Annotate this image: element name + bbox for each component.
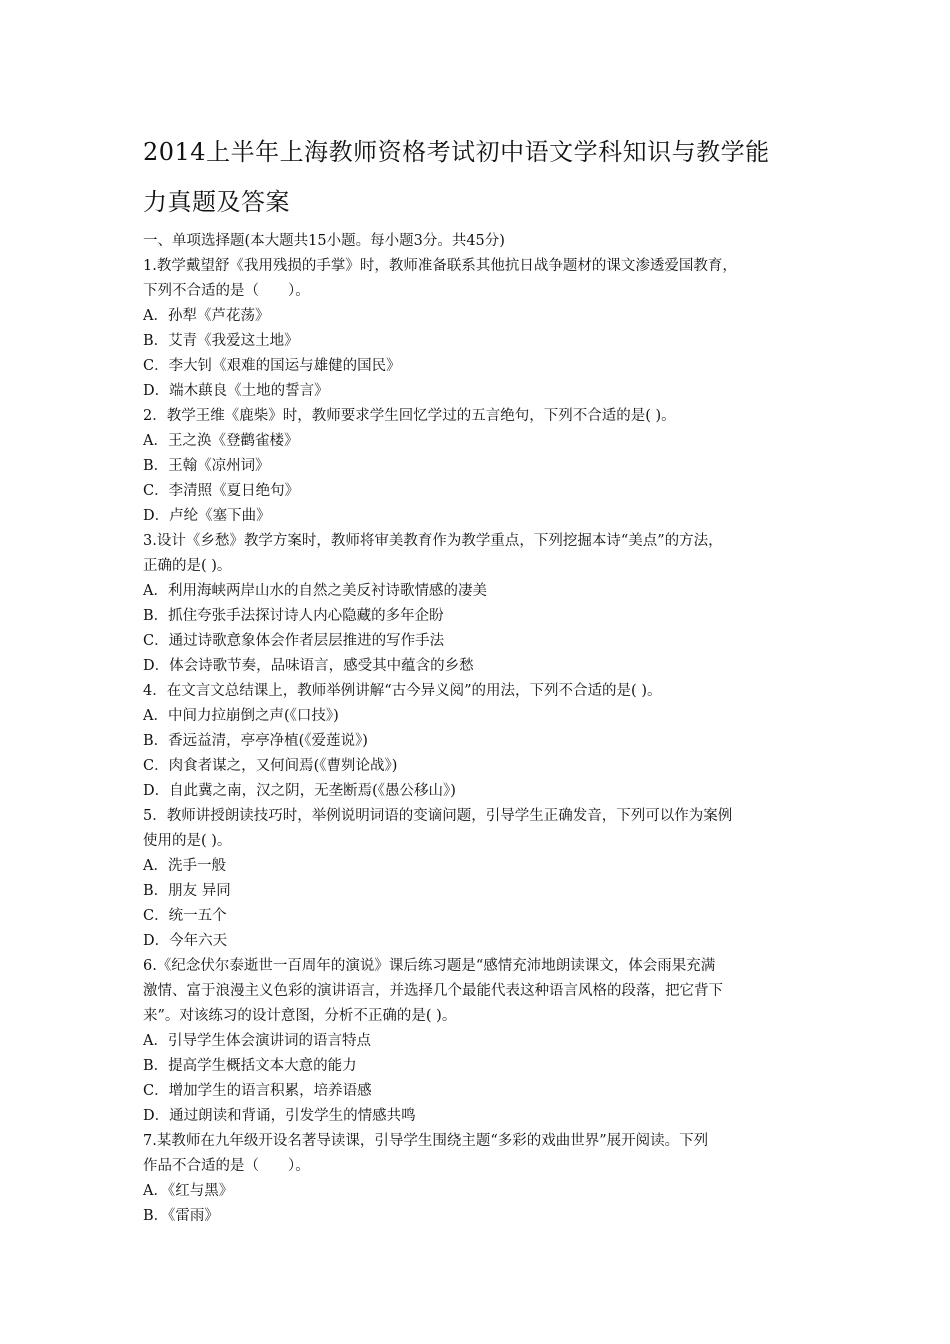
question-7 bbox=[143, 1129, 815, 1229]
option-d: D．今年六天 bbox=[143, 933, 228, 949]
option-c: C．李大钊《艰难的国运与雄健的国民》 bbox=[143, 358, 401, 374]
question-stem-line: 使用的是( )。 bbox=[143, 833, 232, 849]
option-b: B．《雷雨》 bbox=[143, 1208, 219, 1224]
option-d: D．通过朗读和背诵，引发学生的情感共鸣 bbox=[143, 1108, 416, 1124]
question-2 bbox=[143, 404, 815, 529]
document-title-line-2: 力真题及答案 bbox=[143, 188, 290, 216]
question-stem-line: 作品不合适的是（ ）。 bbox=[143, 1158, 310, 1174]
question-5 bbox=[143, 804, 815, 954]
question-stem-line: 2．教学王维《鹿柴》时，教师要求学生回忆学过的五言绝句，下列不合适的是( )。 bbox=[143, 408, 676, 424]
option-c: C．肉食者谋之，又何间焉(《曹刿论战》) bbox=[143, 758, 398, 774]
option-d: D．卢纶《塞下曲》 bbox=[143, 508, 271, 524]
option-c: C．统一五个 bbox=[143, 908, 227, 924]
question-4 bbox=[143, 679, 815, 804]
document-body bbox=[143, 229, 815, 1229]
question-1 bbox=[143, 254, 815, 404]
option-c: C．增加学生的语言积累，培养语感 bbox=[143, 1083, 372, 1099]
question-3 bbox=[143, 529, 815, 679]
option-d: D．自此冀之南，汉之阴，无垄断焉(《愚公移山》) bbox=[143, 783, 456, 799]
option-a: A．王之涣《登鹳雀楼》 bbox=[143, 433, 299, 449]
option-b: B．王翰《凉州词》 bbox=[143, 458, 270, 474]
question-stem-line: 正确的是( )。 bbox=[143, 558, 232, 574]
question-stem-line: 6.《纪念伏尔泰逝世一百周年的演说》课后练习题是“感情充沛地朗读课文，体会雨果充满 bbox=[143, 958, 716, 974]
option-a: A．洗手一般 bbox=[143, 858, 226, 874]
question-stem-line: 4．在文言文总结课上，教师举例讲解“古今异义阅”的用法，下列不合适的是( )。 bbox=[143, 683, 662, 699]
option-b: B．香远益清，亭亭净植(《爱莲说》) bbox=[143, 733, 368, 749]
question-stem-line: 3.设计《乡愁》教学方案时，教师将审美教育作为教学重点，下列挖掘本诗“美点”的方法， bbox=[143, 533, 723, 549]
question-stem-line: 下列不合适的是（ ）。 bbox=[143, 283, 310, 299]
document-title-line-1: 2014上半年上海教师资格考试初中语文学科知识与教学能 bbox=[143, 138, 770, 166]
section-heading: 一、单项选择题(本大题共15小题。每小题3分。共45分) bbox=[143, 233, 505, 249]
question-stem-line: 激情、富于浪漫主义色彩的演讲语言，并选择几个最能代表这种语言风格的段落，把它背下 bbox=[143, 983, 723, 999]
option-a: A．孙犁《芦花荡》 bbox=[143, 308, 270, 324]
option-b: B．朋友 异同 bbox=[143, 883, 231, 899]
option-a: A．利用海峡两岸山水的自然之美反衬诗歌情感的凄美 bbox=[143, 583, 487, 599]
option-b: B．抓住夸张手法探讨诗人内心隐藏的多年企盼 bbox=[143, 608, 444, 624]
question-6 bbox=[143, 954, 815, 1129]
option-c: C．李清照《夏日绝句》 bbox=[143, 483, 300, 499]
option-a: A．引导学生体会演讲词的语言特点 bbox=[143, 1033, 371, 1049]
option-a: A．中间力拉崩倒之声(《口技》) bbox=[143, 708, 339, 724]
option-b: B．提高学生概括文本大意的能力 bbox=[143, 1058, 357, 1074]
option-c: C．通过诗歌意象体会作者层层推进的写作手法 bbox=[143, 633, 445, 649]
option-d: D．体会诗歌节奏，品味语言，感受其中蕴含的乡愁 bbox=[143, 658, 474, 674]
question-stem-line: 来”。对该练习的设计意图，分析不正确的是( )。 bbox=[143, 1008, 457, 1024]
option-d: D．端木蕻良《土地的誓言》 bbox=[143, 383, 329, 399]
question-stem-line: 5．教师讲授朗读技巧时，举例说明词语的变谪问题，引导学生正确发音，下列可以作为案例 bbox=[143, 808, 733, 824]
option-b: B．艾青《我爱这土地》 bbox=[143, 333, 299, 349]
option-a: A．《红与黑》 bbox=[143, 1183, 234, 1199]
question-stem-line: 1.教学戴望舒《我用残损的手掌》时，教师准备联系其他抗日战争题材的课文渗透爱国教育， bbox=[143, 258, 737, 274]
question-stem-line: 7.某教师在九年级开设名著导读课，引导学生围绕主题“多彩的戏曲世界”展开阅读。下列 bbox=[143, 1133, 709, 1149]
